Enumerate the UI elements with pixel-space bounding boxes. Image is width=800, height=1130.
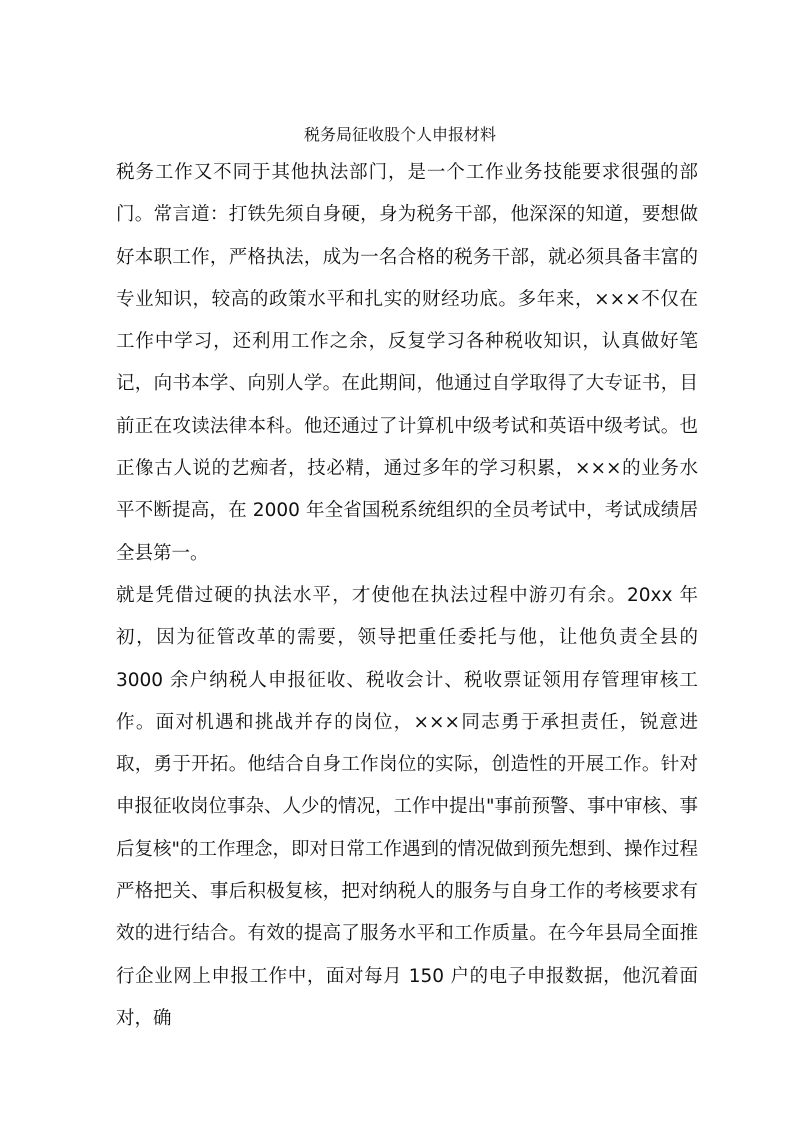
body-paragraph-2: 就是凭借过硬的执法水平，才使他在执法过程中游刃有余。20xx 年初，因为征管改革的需要，领导把重任委托与他，让他负责全县的 3000 余户纳税人申报征收、税收会计、税收票证领用存管理审核工作。面对机遇和挑战并存的岗位，×××同志勇于承担责任，锐意进取，勇于开拓。他结合自身工作岗位的实际，创造性的开展工作。针对申报征收岗位事杂、人少的情况，工作中提出"事前预警、事中审核、事后复核"的工作理念，即对日常工作遇到的情况做到预先想到、操作过程严格把关、事后积极复核，把对纳税人的服务与自身工作的考核要求有效的进行结合。有效的提高了服务水平和工作质量。在今年县局全面推行企业网上申报工作中，面对每月 150 户的电子申报数据，他沉着面对，确 <box>116 584 699 1029</box>
document-body <box>116 152 698 1040</box>
body-paragraph-1: 税务工作又不同于其他执法部门，是一个工作业务技能要求很强的部门。常言道：打铁先须自身硬，身为税务干部，他深深的知道，要想做好本职工作，严格执法，成为一名合格的税务干部，就必须具备丰富的专业知识，较高的政策水平和扎实的财经功底。多年来，×××不仅在工作中学习，还利用工作之余，反复学习各种税收知识，认真做好笔记，向书本学、向别人学。在此期间，他通过自学取得了大专证书，目前正在攻读法律本科。他还通过了计算机中级考试和英语中级考试。也正像古人说的艺痴者，技必精，通过多年的学习积累，×××的业务水平不断提高，在 2000 年全省国税系统组织的全员考试中，考试成绩居全县第一。 <box>116 162 698 564</box>
document-title: 税务局征收股个人申报材料 <box>303 125 496 144</box>
